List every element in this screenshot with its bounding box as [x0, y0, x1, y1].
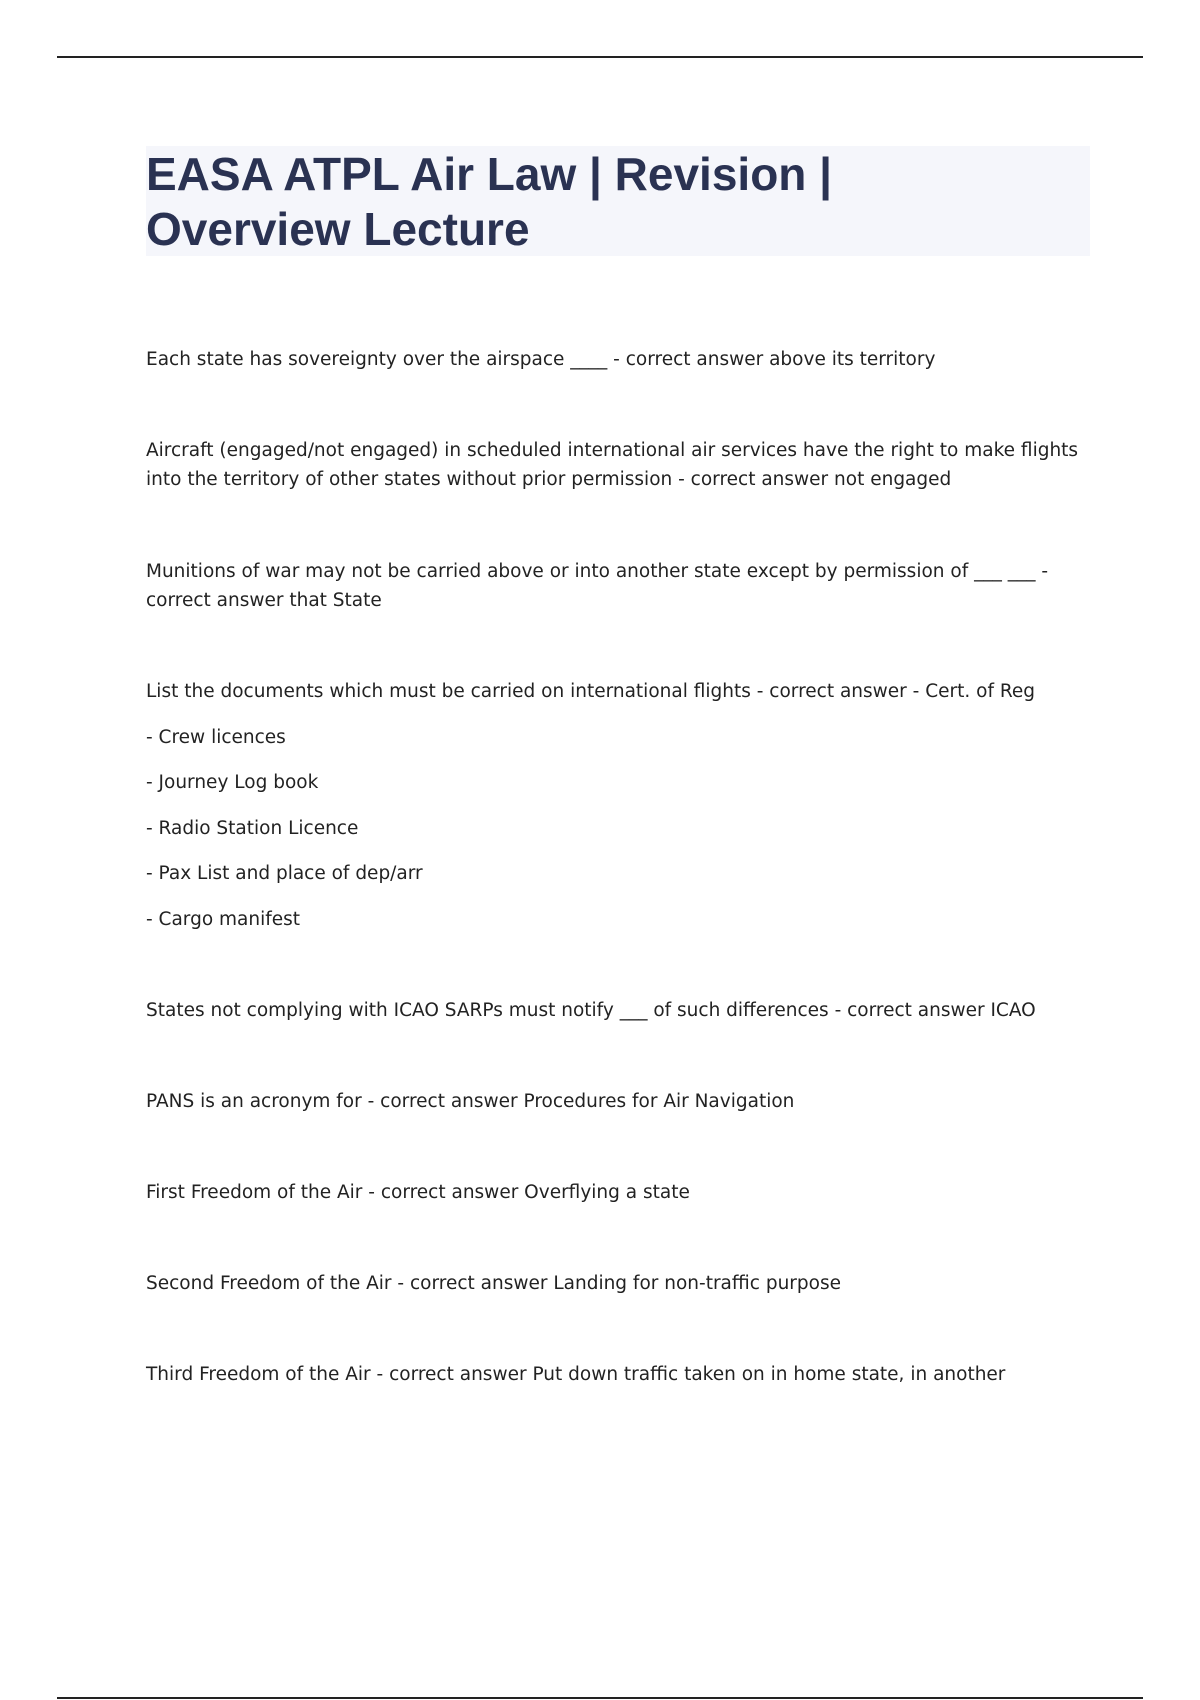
document-title: [146, 147, 1090, 257]
list-item-radio-licence: - Radio Station Licence: [146, 818, 359, 839]
title-block: [146, 146, 1090, 256]
qa-entry-munitions: Munitions of war may not be carried above or into another state except by permission of ___ ___ - correct answer that State: [146, 561, 1049, 611]
qa-entry-third-freedom: Third Freedom of the Air - correct answer Put down traffic taken on in home state, in another: [146, 1364, 1006, 1385]
list-item-pax-list: - Pax List and place of dep/arr: [146, 863, 423, 884]
qa-entry-sovereignty: Each state has sovereignty over the airspace ____ - correct answer above its territory: [146, 349, 936, 370]
qa-entry-pans: PANS is an acronym for - correct answer Procedures for Air Navigation: [146, 1091, 795, 1112]
qa-entry-scheduled-services: Aircraft (engaged/not engaged) in scheduled international air services have the right to make flights into the territory of other states without prior permission - correct answer not engaged: [146, 440, 1079, 490]
footer-rule: [57, 1697, 1143, 1699]
header-rule: [57, 56, 1143, 58]
qa-entry-sarps: States not complying with ICAO SARPs must notify ___ of such differences - correct answer ICAO: [146, 1000, 1036, 1021]
list-item-crew-licences: - Crew licences: [146, 727, 286, 748]
list-item-cargo-manifest: - Cargo manifest: [146, 909, 301, 930]
qa-entry-documents: List the documents which must be carried on international flights - correct answer - Cert. of Reg: [146, 681, 1036, 702]
title-line-2: Overview Lecture: [146, 203, 530, 255]
title-line-1: EASA ATPL Air Law | Revision |: [146, 148, 833, 200]
qa-entry-second-freedom: Second Freedom of the Air - correct answer Landing for non-traffic purpose: [146, 1273, 841, 1294]
list-item-journey-log: - Journey Log book: [146, 772, 319, 793]
qa-entry-first-freedom: First Freedom of the Air - correct answer Overflying a state: [146, 1182, 690, 1203]
